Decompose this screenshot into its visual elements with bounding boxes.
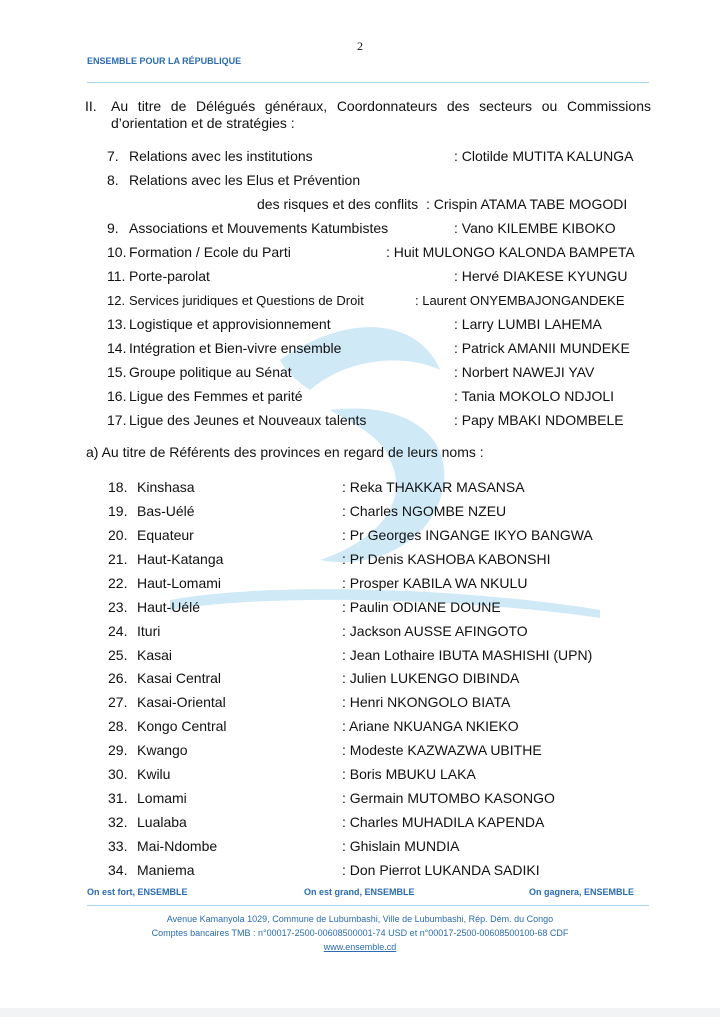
item-name: : Larry LUMBI LAHEMA [454, 316, 602, 332]
item-label: Kasai [137, 647, 173, 663]
item-name: : Norbert NAWEJI YAV [454, 364, 595, 380]
item-label: Ituri [137, 623, 161, 639]
item-label: Mai-Ndombe [137, 838, 218, 854]
item-number: 19. [108, 503, 128, 519]
item-number: 31. [108, 790, 128, 806]
item-name: : Pr Denis KASHOBA KABONSHI [342, 551, 551, 567]
item-label: Haut-Katanga [137, 551, 224, 567]
item-name: : Pr Georges INGANGE IKYO BANGWA [342, 527, 593, 543]
item-name: : Charles MUHADILA KAPENDA [342, 814, 545, 830]
item-label: Kasai Central [137, 670, 222, 686]
item-label: Kwango [137, 742, 188, 758]
section-heading-text: Au titre de Délégués généraux, Coordonnateurs des secteurs ou Commissions d’orientation et de stratégies : [111, 98, 651, 131]
item-name: : Henri NKONGOLO BIATA [342, 694, 511, 710]
item-number: 11. [107, 268, 126, 284]
item-number: 15. [107, 364, 127, 380]
item-name: : Vano KILEMBE KIBOKO [454, 220, 616, 236]
item-name: : Julien LUKENGO DIBINDA [342, 670, 520, 686]
item-name: : Ariane NKUANGA NKIEKO [342, 718, 519, 734]
item-label: Formation / Ecole du Parti [129, 244, 291, 260]
item-label: Equateur [137, 527, 194, 543]
item-label: Haut-Lomami [137, 575, 222, 591]
item-number: 33. [108, 838, 128, 854]
item-label: Kwilu [137, 766, 171, 782]
footer-website-link[interactable]: www.ensemble.cd [323, 942, 397, 952]
section-numeral: II. [85, 98, 97, 114]
item-number: 23. [108, 599, 128, 615]
organization-header: ENSEMBLE POUR LA RÉPUBLIQUE [87, 56, 242, 66]
footer-slogan-great: On est grand, ENSEMBLE [304, 887, 415, 897]
item-number: 14. [107, 340, 127, 356]
footer-bank-accounts: Comptes bancaires TMB : n°00017-2500-00608500001-74 USD et n°00017-2500-00608500100-68 CDF [151, 928, 569, 938]
item-number: 29. [108, 742, 128, 758]
item-label: Lomami [137, 790, 187, 806]
item-label: Porte-parolat [129, 268, 210, 284]
item-number: 22. [108, 575, 128, 591]
item-number: 7. [107, 148, 119, 164]
item-label: Kasai-Oriental [137, 694, 226, 710]
item-number: 9. [107, 220, 119, 236]
item-name: : Tania MOKOLO NDJOLI [454, 388, 615, 404]
item-name: : Charles NGOMBE NZEU [342, 503, 507, 519]
item-name: : Reka THAKKAR MASANSA [342, 479, 525, 495]
item-name: : Hervé DIAKESE KYUNGU [454, 268, 628, 284]
footer-slogan-win: On gagnera, ENSEMBLE [529, 887, 635, 897]
item-label: Associations et Mouvements Katumbistes [129, 220, 389, 236]
item-name: : Jean Lothaire IBUTA MASHISHI (UPN) [342, 647, 593, 663]
item-number: 16. [107, 388, 127, 404]
item-name: : Ghislain MUNDIA [342, 838, 460, 854]
item-number: 27. [108, 694, 128, 710]
item-number: 28. [108, 718, 128, 734]
footer-divider [87, 905, 649, 906]
item-number: 32. [108, 814, 128, 830]
item-number: 17. [107, 412, 127, 428]
item-number: 24. [108, 623, 128, 639]
item-name: : Jackson AUSSE AFINGOTO [342, 623, 528, 639]
item-name: : Laurent ONYEMBAJONGANDEKE [415, 293, 625, 308]
item-name: : Crispin ATAMA TABE MOGODI [426, 196, 628, 212]
item-name: : Clotilde MUTITA KALUNGA [454, 148, 634, 164]
item-number: 18. [108, 479, 128, 495]
item-label: Groupe politique au Sénat [129, 364, 292, 380]
item-number: 20. [108, 527, 128, 543]
item-label: Kongo Central [137, 718, 227, 734]
page-bottom-band [0, 1008, 720, 1017]
item-label: Kinshasa [137, 479, 195, 495]
item-name: : Germain MUTOMBO KASONGO [342, 790, 555, 806]
item-label: Maniema [137, 862, 195, 878]
item-number: 21. [108, 551, 128, 567]
item-label: Bas-Uélé [137, 503, 195, 519]
item-label: Intégration et Bien-vivre ensemble [129, 340, 342, 356]
item-name: : Papy MBAKI NDOMBELE [454, 412, 624, 428]
header-divider [87, 82, 649, 83]
item-label: Logistique et approvisionnement [129, 316, 331, 332]
page-number: 2 [357, 39, 363, 53]
item-name: : Prosper KABILA WA NKULU [342, 575, 528, 591]
item-name: : Patrick AMANII MUNDEKE [454, 340, 630, 356]
item-number: 8. [107, 172, 119, 188]
footer-address: Avenue Kamanyola 1029, Commune de Lubumbashi, Ville de Lubumbashi, Rép. Dém. du Congo [166, 914, 554, 924]
item-number: 10. [107, 244, 127, 260]
item-number: 30. [108, 766, 128, 782]
footer-slogan-strong: On est fort, ENSEMBLE [87, 887, 188, 897]
item-name: : Modeste KAZWAZWA UBITHE [342, 742, 542, 758]
item-number: 12. [107, 293, 126, 308]
item-label: Services juridiques et Questions de Droit [129, 293, 364, 308]
item-name: : Don Pierrot LUKANDA SADIKI [342, 862, 540, 878]
item-label: Lualaba [137, 814, 187, 830]
item-name: : Huit MULONGO KALONDA BAMPETA [386, 244, 635, 260]
item-number: 13. [107, 316, 127, 332]
section-heading [85, 98, 651, 132]
item-name: : Paulin ODIANE DOUNE [342, 599, 501, 615]
item-label: Ligue des Jeunes et Nouveaux talents [129, 412, 367, 428]
item-number: 34. [108, 862, 128, 878]
item-label: Haut-Uélé [137, 599, 201, 615]
subsection-heading: a) Au titre de Référents des provinces en regard de leurs noms : [86, 444, 484, 460]
item-label: Relations avec les Elus et Prévention [129, 172, 361, 188]
item-name: : Boris MBUKU LAKA [342, 766, 476, 782]
item-number: 26. [108, 670, 128, 686]
item-number: 25. [108, 647, 128, 663]
item-label-continued: des risques et des conflits [257, 196, 419, 212]
item-label: Ligue des Femmes et parité [129, 388, 303, 404]
item-label: Relations avec les institutions [129, 148, 313, 164]
